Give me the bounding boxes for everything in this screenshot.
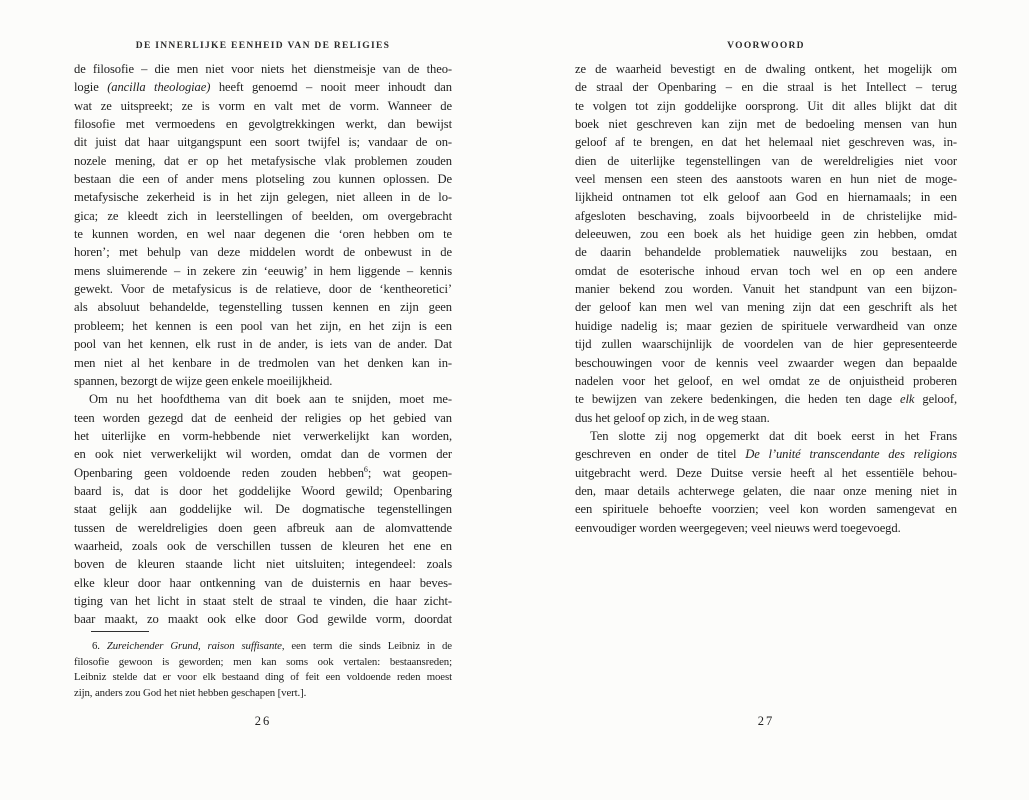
- text-line: den, maar details achterwege gelaten, die naar onze mening niet in: [575, 483, 957, 498]
- text-line: waarheid, zoals ook de verschillen tussen de kleuren het ene en: [74, 538, 452, 553]
- paragraph: [74, 390, 452, 628]
- text-line: metafysische zekerheid is in het zijn gelegen, niet alleen in de lo-: [74, 190, 452, 205]
- left-page: [74, 0, 452, 800]
- text-line: en ook niet verwerkelijkt wil worden, omdat dan de vormen der: [74, 447, 452, 462]
- text-line: dit juist dat haar uitgangspunt een soort twijfel is; vandaar de on-: [74, 135, 452, 150]
- text-line: tijd zullen waarschijnlijk de voordelen van de hier gepresenteerde: [575, 337, 957, 352]
- text-line: gica; ze kleedt zich in leerstellingen of beelden, om overgebracht: [74, 208, 452, 223]
- text-line: nozele mening, dat er op het metafysische vlak problemen zouden: [74, 153, 452, 168]
- left-body-text: [74, 60, 452, 629]
- text-line: de straal der Openbaring – en die straal is het Intellect – terug: [575, 80, 957, 95]
- text-line: een spirituele behoefte voorzien; veel kon worden samengevat en: [575, 502, 957, 517]
- paragraph: [74, 639, 452, 701]
- text-line: afgesloten beschaving, zoals bijvoorbeeld in de christelijke mid-: [575, 208, 957, 223]
- text-line: te bewijzen van zekere bedenkingen, die heden ten dage elk geloof,: [575, 392, 958, 407]
- text-line: 6. Zureichender Grund, raison suffisante, een term die sinds Leibniz in de: [92, 640, 452, 652]
- text-line: veel mensen een steen des aanstoots waren en hun niet de moge-: [575, 172, 957, 187]
- text-line: elke kleur door haar ontkenning van de duisternis en haar beves-: [74, 575, 452, 590]
- text-line: boek niet geschreven kan zijn met de bedoeling mensen van hun: [575, 117, 957, 132]
- text-line: omdat de esoterische inhoud ervan toch wel en op een andere: [575, 263, 957, 278]
- text-line: tussen de wereldreligies doen geen afbreuk aan de alomvattende: [74, 520, 452, 535]
- running-header-left: DE INNERLIJKE EENHEID VAN DE RELIGIES: [135, 41, 391, 51]
- paragraph: [575, 427, 957, 537]
- text-line: logie (ancilla theologiae) heeft genoemd – nooit meer inhoudt dan: [74, 80, 452, 95]
- text-line: tiging van het licht in staat stelt de straal te vinden, die haar zicht-: [74, 593, 452, 608]
- text-line: Openbaring geen voldoende reden zouden hebben$^6$; wat geopen-: [74, 464, 452, 480]
- text-line: manier bekend zou worden. Vanuit het standpunt van een bijzon-: [575, 282, 957, 297]
- text-line: der geloof kan men wel van mening zijn dat een geschrift als het: [575, 300, 957, 315]
- text-line: eenvoudiger worden weergegeven; veel nieuws werd toegevoegd.: [575, 520, 901, 535]
- text-line: staat gelijk aan goddelijke wil. De dogmatische tegenstellingen: [74, 502, 452, 517]
- text-line: lijkheid ontnamen tot elk geloof aan God en hiernamaals; in een: [575, 190, 957, 205]
- paragraph: [575, 60, 957, 427]
- text-line: te kunnen worden, en wel naar degenen die ‘oren hebben om te: [74, 227, 452, 242]
- page-number-right: 27: [757, 714, 775, 728]
- text-line: de daarin behandelde problematiek nauwelijks zou bestaan, en: [575, 245, 957, 260]
- text-line: men niet al het kenbare in de tredmolen van het denken kan in-: [74, 355, 452, 370]
- text-line: ze de waarheid bevestigt en de dwaling ontkent, het mogelijk om: [575, 62, 957, 76]
- text-line: huidige nadelig is; maar gezien de spirituele verwardheid van onze: [575, 318, 957, 333]
- text-line: filosofie met vermoedens en gevolgtrekkingen werkt, dan bewijst: [74, 117, 452, 132]
- right-page: [575, 0, 957, 800]
- text-line: Om nu het hoofdthema van dit boek aan te snijden, moet me-: [89, 392, 452, 407]
- text-line: boven de kleuren staande licht niet uitsluiten; integendeel: zoals: [74, 557, 452, 572]
- text-line: wat ze uitspreekt; ze is vorm en valt met de vorm. Wanneer de: [74, 98, 452, 113]
- text-line: dien de uiterlijke tegenstellingen van de wereldreligies niet voor: [575, 153, 957, 168]
- text-line: mens sluimerende – in zekere zin ‘eeuwig’ in hem liggende – kennis: [74, 263, 452, 278]
- paragraph: [74, 60, 452, 390]
- footnote-rule: [91, 631, 149, 632]
- text-line: baar maakt, zo maakt ook elke door God gewilde vorm, doordat: [74, 612, 452, 627]
- text-line: de filosofie – die men niet voor niets het dienstmeisje van de theo-: [74, 62, 452, 76]
- text-line: horen’; met behulp van deze middelen wordt de onbewust in de: [74, 245, 452, 260]
- text-line: geloof af te brengen, en dat het helemaal niet geschreven was, in-: [575, 135, 957, 150]
- text-line: baard is, dat is door het goddelijke Woord gewild; Openbaring: [74, 483, 452, 498]
- text-line: bestaan die een of ander mens plotseling zou kunnen oplossen. De: [74, 172, 452, 187]
- text-line: als absoluut behandelde, tegenstelling tussen kennen en zijn geen: [74, 300, 452, 315]
- text-line: filosofie gewoon is geworden; men kan soms ook vertalen: bestaansreden;: [74, 655, 452, 668]
- footnote: [74, 639, 452, 701]
- text-line: deleeuwen, zou een boek als het huidige geen zin hebben, omdat: [575, 227, 957, 242]
- page-number-left: 26: [254, 714, 272, 728]
- text-line: te volgen tot zijn goddelijke oorsprong. Uit dit alles blijkt dat dit: [575, 98, 957, 113]
- text-line: uitgebracht werd. Deze Duitse versie heeft al het essentiële behou-: [575, 465, 957, 480]
- text-line: probleem; het kennen is een pool van het zijn, en het zijn is een: [74, 318, 452, 333]
- right-body-text: [575, 60, 957, 537]
- text-line: gewekt. Voor de metafysicus is de relatieve, door de ‘kentheoretici’: [74, 282, 452, 297]
- text-line: beschouwingen voor de kennis veel zwaarder wegen dan bepaalde: [575, 355, 957, 370]
- text-line: het uiterlijke en vorm-hebbende niet verwerkelijkt kan worden,: [74, 428, 452, 443]
- text-line: zijn, anders zou God het niet hebben geschapen [vert.].: [74, 686, 307, 699]
- text-line: dus het geloof op zich, in de weg staan.: [575, 410, 770, 425]
- text-line: teen worden gezegd dat de eenheid der religies op het gebied van: [74, 410, 452, 425]
- text-line: Ten slotte zij nog opgemerkt dat dit boek eerst in het Frans: [590, 428, 957, 443]
- text-line: Leibniz stelde dat er voor elk bestaand ding of feit een voldoende reden moest: [74, 671, 452, 683]
- text-line: nadelen voor het geloof, en wel omdat ze de onjuistheid proberen: [575, 373, 957, 388]
- running-header-right: VOORWOORD: [727, 41, 805, 51]
- text-line: pool van het kennen, elk rust in de ander, is iets van de ander. Dat: [74, 337, 452, 352]
- text-line: spannen, bezorgt de wijze geen enkele moeilijkheid.: [74, 373, 333, 388]
- text-line: geschreven en onder de titel De l’unité transcendante des religions: [575, 447, 957, 462]
